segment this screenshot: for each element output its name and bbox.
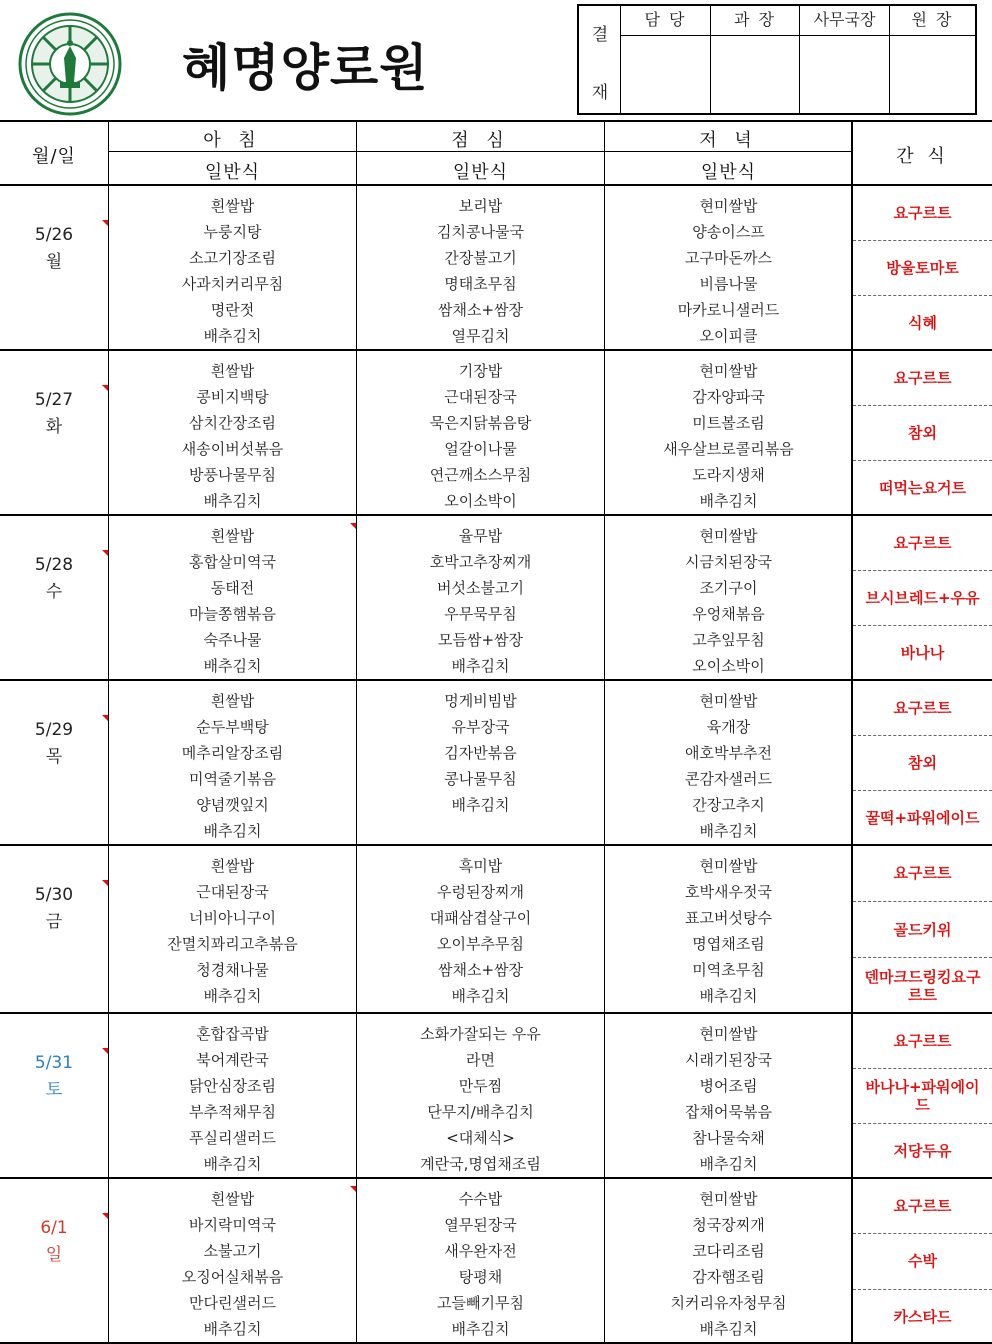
menu-item-dinner: 현미쌀밥: [699, 1025, 758, 1043]
snack-item: [853, 735, 992, 790]
menu-item-dinner: 치커리유자청무침: [670, 1294, 787, 1312]
day-cell: [0, 717, 108, 771]
menu-item-dinner: 오이소박이: [692, 657, 765, 675]
comment-marker-icon: [102, 715, 108, 721]
menu-item-breakfast: 흰쌀밥: [210, 692, 255, 710]
snack-item: [853, 1289, 992, 1344]
menu-item-dinner: 조기구이: [699, 579, 758, 597]
menu-item-breakfast: 배추김치: [203, 1320, 262, 1338]
snack-label: 방울토마토: [886, 259, 959, 277]
day-date: 6/1: [40, 1218, 68, 1238]
menu-item-lunch: 만두찜: [458, 1077, 503, 1095]
menu-item-breakfast: 흰쌀밥: [210, 527, 255, 545]
approval-role-director: 원 장: [890, 6, 975, 36]
menu-item-dinner: 새우살브로콜리볶음: [663, 440, 794, 458]
snack-label: 요구르트: [893, 368, 952, 387]
snack-item: [853, 515, 992, 570]
menu-item-dinner: 오이피클: [699, 327, 758, 345]
day-date: 5/28: [34, 555, 74, 575]
day-date: 5/30: [34, 885, 74, 905]
column-subheader-lunch-type: 일반식: [452, 162, 509, 183]
page-title: 혜명양로원: [182, 39, 429, 97]
signature-box[interactable]: [711, 36, 800, 113]
column-header-breakfast: 아 침: [203, 130, 262, 151]
snack-label: 요구르트: [893, 1031, 952, 1050]
snack-item: [853, 1013, 992, 1068]
day-weekday: 일: [45, 1245, 63, 1265]
menu-item-breakfast: 메추리알장조림: [181, 744, 284, 762]
menu-item-lunch: 배추김치: [451, 657, 510, 675]
menu-item-lunch: 배추김치: [451, 987, 510, 1005]
menu-item-breakfast: 누룽지탕: [203, 223, 262, 241]
approval-box: [577, 4, 977, 115]
day-date: 5/31: [34, 1053, 74, 1073]
menu-item-lunch: 라면: [466, 1051, 495, 1069]
snack-item: [853, 625, 992, 680]
approval-label: 결: [591, 25, 609, 45]
menu-item-breakfast: 새송이버섯볶음: [181, 440, 284, 458]
menu-item-dinner: 현미쌀밥: [699, 362, 758, 380]
snack-item: [853, 185, 992, 240]
comment-marker-icon: [102, 385, 108, 391]
menu-item-breakfast: 배추김치: [203, 1155, 262, 1173]
menu-item-dinner: 배추김치: [699, 492, 758, 510]
snack-label: 떠먹는요거트: [879, 479, 966, 497]
menu-item-lunch: 김자반볶음: [444, 744, 517, 762]
menu-item-dinner: 콘감자샐러드: [685, 770, 772, 788]
menu-item-dinner: 미역초무침: [692, 961, 765, 979]
menu-item-breakfast: 마늘쫑햄볶음: [189, 605, 276, 623]
menu-item-breakfast: 미역줄기볶음: [189, 770, 276, 788]
menu-item-breakfast: 순두부백탕: [196, 718, 269, 736]
menu-item-dinner: 청국장찌개: [692, 1216, 765, 1234]
row-divider: [0, 679, 992, 681]
snack-item: [853, 295, 992, 350]
menu-item-dinner: 비름나물: [699, 275, 758, 293]
menu-item-lunch: 흑미밥: [458, 857, 503, 875]
snack-item: [853, 460, 992, 515]
menu-item-dinner: 현미쌀밥: [699, 857, 758, 875]
column-header-dinner: 저 녁: [699, 130, 758, 151]
day-weekday: 화: [45, 417, 63, 437]
menu-item-breakfast: 닭안심장조림: [189, 1077, 276, 1095]
menu-item-lunch: 고들빼기무침: [437, 1294, 524, 1312]
approval-label: 재: [591, 83, 609, 103]
row-divider: [0, 1177, 992, 1179]
menu-item-breakfast: 흰쌀밥: [210, 857, 255, 875]
menu-item-dinner: 육개장: [706, 718, 751, 736]
menu-item-lunch: 율무밥: [458, 527, 503, 545]
row-divider: [0, 844, 992, 846]
day-date: 5/26: [34, 225, 74, 245]
snack-item: [853, 1178, 992, 1233]
menu-item-breakfast: 오징어실채볶음: [181, 1268, 284, 1286]
menu-item-dinner: 고구마돈까스: [685, 249, 772, 267]
menu-item-lunch: 멍게비빔밥: [444, 692, 517, 710]
menu-item-dinner: 병어조림: [699, 1077, 758, 1095]
snack-item: [853, 1068, 992, 1123]
snack-label: 참외: [908, 754, 937, 772]
snack-item: [853, 570, 992, 625]
menu-item-lunch: 계란국,명엽채조림: [420, 1155, 541, 1173]
menu-item-lunch: 버섯소불고기: [437, 579, 524, 597]
menu-item-lunch: 기장밥: [458, 362, 503, 380]
day-cell: [0, 882, 108, 936]
column-header-snack: 간 식: [896, 146, 949, 167]
snack-item: [853, 845, 992, 901]
menu-item-breakfast: 너비아니구이: [189, 909, 276, 927]
day-weekday: 금: [45, 912, 63, 932]
menu-item-lunch: 소화가잘되는 우유: [420, 1025, 541, 1043]
day-weekday: 수: [45, 582, 63, 602]
menu-item-lunch: 배추김치: [451, 796, 510, 814]
menu-item-breakfast: 흰쌀밥: [210, 197, 255, 215]
menu-item-lunch: 배추김치: [451, 1320, 510, 1338]
menu-item-lunch: 열무된장국: [444, 1216, 517, 1234]
menu-item-lunch: 묵은지닭볶음탕: [429, 414, 532, 432]
comment-marker-icon: [102, 880, 108, 886]
menu-item-dinner: 명엽채조림: [692, 935, 765, 953]
menu-item-breakfast: 흰쌀밥: [210, 362, 255, 380]
menu-item-breakfast: 방풍나물무침: [189, 466, 276, 484]
snack-label: 꿀떡+파워에이드: [865, 809, 980, 827]
menu-item-breakfast: 잔멸치꽈리고추볶음: [167, 935, 298, 953]
menu-item-lunch: 쌈채소+쌈장: [437, 961, 524, 979]
snack-label: 바나나+파워에이드: [865, 1078, 980, 1114]
menu-item-breakfast: 만다린샐러드: [189, 1294, 276, 1312]
approval-role-secretary: 사무국장: [800, 6, 890, 36]
menu-item-dinner: 표고버섯탕수: [685, 909, 772, 927]
menu-item-dinner: 시래기된장국: [685, 1051, 772, 1069]
menu-item-dinner: 도라지생채: [692, 466, 765, 484]
day-cell: [0, 1215, 108, 1269]
menu-item-lunch: 얼갈이나물: [444, 440, 517, 458]
menu-item-breakfast: 배추김치: [203, 822, 262, 840]
menu-item-lunch: 오이소박이: [444, 492, 517, 510]
menu-item-breakfast: 숙주나물: [203, 631, 262, 649]
row-divider: [0, 349, 992, 351]
menu-item-lunch: 탕평채: [458, 1268, 503, 1286]
menu-item-lunch: 대패삼겹살구이: [429, 909, 532, 927]
menu-item-lunch: 연근깨소스무침: [429, 466, 532, 484]
snack-label: 덴마크드링킹요구르트: [864, 967, 981, 1004]
header: [0, 0, 992, 120]
day-weekday: 토: [45, 1080, 63, 1100]
menu-item-dinner: 마카로니샐러드: [677, 301, 780, 319]
column-header-date: 월/일: [32, 146, 76, 167]
day-cell: [0, 222, 108, 276]
menu-item-breakfast: 사과치커리무침: [181, 275, 284, 293]
comment-marker-icon: [102, 1213, 108, 1219]
snack-item: [853, 1123, 992, 1178]
menu-item-dinner: 잡채어묵볶음: [685, 1103, 772, 1121]
snack-label: 바나나: [900, 644, 945, 662]
menu-item-breakfast: 동태전: [210, 579, 255, 597]
menu-item-dinner: 배추김치: [699, 1155, 758, 1173]
snack-item: [853, 790, 992, 845]
comment-marker-icon: [102, 220, 108, 226]
column-subheader-breakfast-type: 일반식: [204, 162, 261, 183]
comment-marker-icon: [102, 1048, 108, 1054]
menu-item-breakfast: 소고기장조림: [189, 249, 276, 267]
column-header-lunch: 점 심: [451, 130, 510, 151]
snack-label: 카스타드: [893, 1307, 952, 1326]
menu-item-lunch: 쌈채소+쌈장: [437, 301, 524, 319]
menu-item-lunch: <대체식>: [446, 1129, 515, 1147]
signature-box[interactable]: [890, 36, 975, 113]
menu-item-dinner: 호박새우젓국: [685, 883, 772, 901]
day-cell: [0, 387, 108, 441]
menu-item-breakfast: 청경채나물: [196, 961, 269, 979]
snack-item: [853, 680, 992, 735]
approval-role-staff: 담 당: [621, 6, 711, 36]
menu-item-dinner: 애호박부추전: [685, 744, 772, 762]
snack-label: 식혜: [908, 314, 937, 332]
menu-item-dinner: 양송이스프: [692, 223, 765, 241]
day-date: 5/29: [34, 720, 74, 740]
menu-item-lunch: 새우완자전: [444, 1242, 517, 1260]
column-subheader-dinner-type: 일반식: [700, 162, 757, 183]
menu-item-dinner: 현미쌀밥: [699, 1190, 758, 1208]
snack-item: [853, 405, 992, 460]
day-weekday: 목: [45, 747, 63, 767]
menu-item-breakfast: 혼합잡곡밥: [196, 1025, 269, 1043]
signature-box[interactable]: [621, 36, 711, 113]
menu-item-lunch: 보리밥: [458, 197, 503, 215]
menu-item-breakfast: 부추적채무침: [189, 1103, 276, 1121]
menu-item-dinner: 감자햄조림: [692, 1268, 765, 1286]
snack-item: [853, 1233, 992, 1288]
menu-item-lunch: 수수밥: [458, 1190, 503, 1208]
snack-label: 골드키위: [893, 920, 952, 939]
comment-marker-icon: [350, 523, 356, 529]
menu-item-lunch: 호박고추장찌개: [429, 553, 532, 571]
row-divider: [0, 514, 992, 516]
menu-item-lunch: 유부장국: [451, 718, 510, 736]
menu-item-breakfast: 푸실리샐러드: [189, 1129, 276, 1147]
menu-item-lunch: 콩나물무침: [444, 770, 517, 788]
menu-item-breakfast: 배추김치: [203, 657, 262, 675]
snack-item: [853, 957, 992, 1013]
menu-item-dinner: 현미쌀밥: [699, 197, 758, 215]
menu-table: [0, 120, 992, 1344]
menu-item-breakfast: 삼치간장조림: [189, 414, 276, 432]
menu-item-dinner: 배추김치: [699, 822, 758, 840]
menu-item-dinner: 미트볼조림: [692, 414, 765, 432]
menu-item-lunch: 우렁된장찌개: [437, 883, 524, 901]
menu-item-dinner: 참나물숙채: [692, 1129, 765, 1147]
menu-item-dinner: 현미쌀밥: [699, 692, 758, 710]
menu-item-lunch: 우무묵무침: [444, 605, 517, 623]
menu-item-lunch: 간장불고기: [444, 249, 517, 267]
snack-item: [853, 901, 992, 957]
menu-item-lunch: 모듬쌈+쌈장: [437, 631, 524, 649]
menu-item-dinner: 간장고추지: [692, 796, 765, 814]
comment-marker-icon: [350, 1186, 356, 1192]
approval-role-manager: 과 장: [711, 6, 800, 36]
snack-label: 참외: [908, 424, 937, 442]
menu-item-breakfast: 북어계란국: [196, 1051, 269, 1069]
snack-label: 브시브레드+우유: [865, 589, 980, 607]
menu-item-dinner: 시금치된장국: [685, 553, 772, 571]
menu-item-breakfast: 배추김치: [203, 492, 262, 510]
menu-item-dinner: 코다리조림: [692, 1242, 765, 1260]
snack-item: [853, 240, 992, 295]
menu-item-dinner: 고추잎무침: [692, 631, 765, 649]
snack-label: 요구르트: [893, 864, 952, 882]
menu-item-breakfast: 바지락미역국: [189, 1216, 276, 1234]
row-divider: [0, 1012, 992, 1014]
day-weekday: 월: [45, 252, 63, 272]
table-divider: [0, 184, 992, 186]
logo-emblem-icon: [18, 12, 122, 116]
menu-item-breakfast: 콩비지백탕: [196, 388, 269, 406]
snack-label: 요구르트: [893, 533, 952, 552]
snack-item: [853, 350, 992, 405]
menu-item-dinner: 배추김치: [699, 987, 758, 1005]
snack-label: 요구르트: [893, 1196, 952, 1215]
menu-item-breakfast: 홍합살미역국: [189, 553, 276, 571]
table-divider: [109, 151, 852, 152]
day-cell: [0, 552, 108, 606]
snack-label: 요구르트: [893, 203, 952, 222]
menu-item-breakfast: 명란젓: [210, 301, 255, 319]
menu-item-dinner: 우엉채볶음: [692, 605, 765, 623]
menu-item-breakfast: 양념깻잎지: [196, 796, 269, 814]
menu-item-breakfast: 배추김치: [203, 987, 262, 1005]
snack-label: 저당두유: [893, 1142, 952, 1160]
menu-item-dinner: 감자양파국: [692, 388, 765, 406]
signature-box[interactable]: [800, 36, 890, 113]
snack-label: 요구르트: [893, 698, 952, 717]
day-date: 5/27: [34, 390, 74, 410]
menu-item-dinner: 배추김치: [699, 1320, 758, 1338]
menu-item-breakfast: 흰쌀밥: [210, 1190, 255, 1208]
menu-item-lunch: 단무지/배추김치: [427, 1103, 534, 1121]
menu-item-lunch: 명태초무침: [444, 275, 517, 293]
menu-item-lunch: 근대된장국: [444, 388, 517, 406]
menu-item-lunch: 열무김치: [451, 327, 510, 345]
menu-item-lunch: 오이부추무침: [437, 935, 524, 953]
menu-item-lunch: 김치콩나물국: [437, 223, 524, 241]
table-border: [0, 120, 992, 122]
approval-label-column: [579, 6, 621, 113]
day-cell: [0, 1050, 108, 1104]
menu-item-dinner: 현미쌀밥: [699, 527, 758, 545]
snack-label: 수박: [908, 1252, 937, 1271]
menu-item-breakfast: 근대된장국: [196, 883, 269, 901]
menu-item-breakfast: 소불고기: [203, 1242, 262, 1260]
menu-item-breakfast: 배추김치: [203, 327, 262, 345]
comment-marker-icon: [102, 550, 108, 556]
